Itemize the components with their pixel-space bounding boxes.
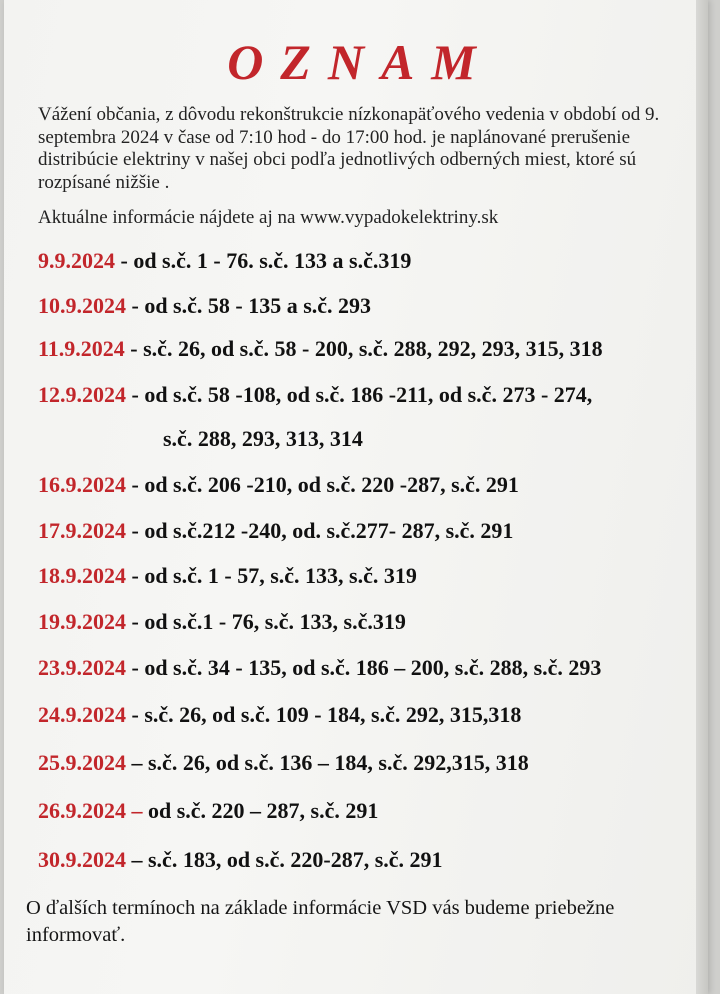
schedule-date: 19.9.2024 [38, 609, 126, 634]
schedule-row [38, 246, 708, 276]
schedule-details: - od s.č. 206 -210, od s.č. 220 -287, s.č. 291 [126, 472, 519, 497]
schedule-details: - od s.č. 1 - 57, s.č. 133, s.č. 319 [126, 563, 417, 588]
schedule-details: - od s.č.212 -240, od. s.č.277- 287, s.č. 291 [126, 518, 514, 543]
schedule-details: - s.č. 26, od s.č. 58 - 200, s.č. 288, 292, 293, 315, 318 [124, 336, 603, 361]
schedule-date: 10.9.2024 [38, 293, 126, 318]
schedule-date: 23.9.2024 [38, 655, 126, 680]
schedule-row [38, 700, 708, 730]
schedule-row [38, 653, 708, 683]
schedule-row [38, 291, 708, 321]
schedule-row [38, 845, 708, 875]
schedule-date: 16.9.2024 [38, 472, 126, 497]
schedule-date: 17.9.2024 [38, 518, 126, 543]
schedule-date: 24.9.2024 [38, 702, 126, 727]
schedule-details: - s.č. 26, od s.č. 109 - 184, s.č. 292, 315,318 [126, 702, 522, 727]
schedule-date: 30.9.2024 [38, 847, 126, 872]
schedule-row [38, 607, 708, 637]
schedule-row [38, 470, 708, 500]
schedule-row [38, 561, 708, 591]
schedule-date: 9.9.2024 [38, 248, 115, 273]
schedule-details: – s.č. 26, od s.č. 136 – 184, s.č. 292,315, 318 [126, 750, 529, 775]
schedule-row [38, 380, 708, 410]
schedule-details: - od s.č.1 - 76, s.č. 133, s.č.319 [126, 609, 406, 634]
schedule-details: od s.č. 220 – 287, s.č. 291 [142, 798, 379, 823]
schedule-details: - od s.č. 58 - 135 a s.č. 293 [126, 293, 372, 318]
notice-title: OZNAM [227, 34, 493, 90]
schedule-date: 11.9.2024 [38, 336, 125, 361]
info-line: Aktuálne informácie nájdete aj na www.vypadokelektriny.sk [38, 207, 499, 228]
schedule-date: 25.9.2024 [38, 750, 126, 775]
schedule-date: 12.9.2024 [38, 382, 126, 407]
schedule-details: - od s.č. 34 - 135, od s.č. 186 – 200, s.č. 288, s.č. 293 [126, 655, 602, 680]
schedule-date: 18.9.2024 [38, 563, 126, 588]
schedule-row [38, 748, 708, 778]
schedule-row [38, 334, 708, 364]
schedule-row [38, 796, 708, 826]
schedule-row-continuation: s.č. 288, 293, 313, 314 [163, 426, 363, 451]
intro-paragraph: Vážení občania, z dôvodu rekonštrukcie nízkonapäťového vedenia v období od 9. septembra 2024 v čase od 7:10 hod - do 17:00 hod. je naplánované prerušenie distribúcie elektriny v našej obci podľa jednotlivých odberných miest, ktoré sú rozpísané nižšie . [38, 104, 660, 193]
footer-note: O ďalších termínoch na základe informácie VSD vás budeme priebežne informovať. [26, 897, 615, 946]
schedule-details: – s.č. 183, od s.č. 220-287, s.č. 291 [126, 847, 443, 872]
schedule-details: - od s.č. 58 -108, od s.č. 186 -211, od s.č. 273 - 274, [126, 382, 593, 407]
schedule-date: 26.9.2024 – [38, 798, 143, 823]
schedule-row [38, 516, 708, 546]
schedule-details: - od s.č. 1 - 76. s.č. 133 a s.č.319 [115, 248, 412, 273]
